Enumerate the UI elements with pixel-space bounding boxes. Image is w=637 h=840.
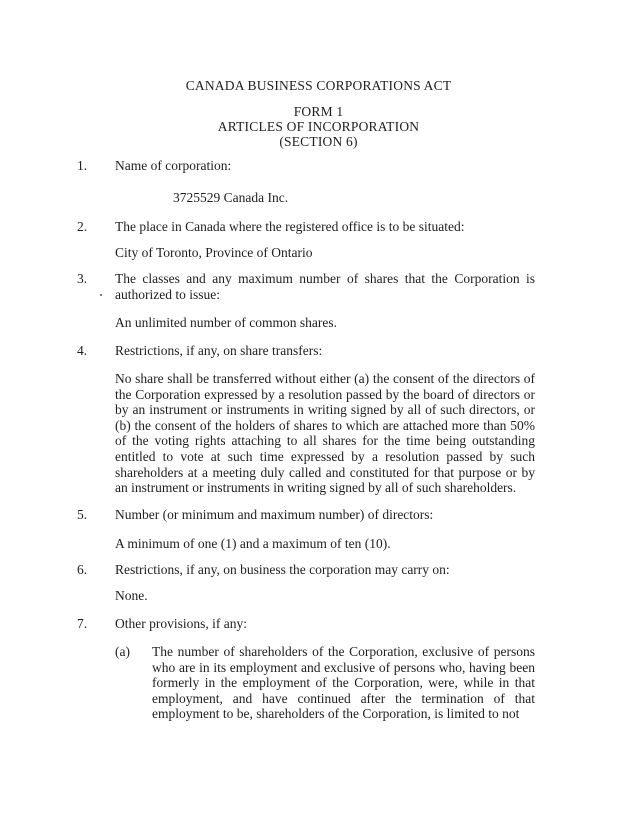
scan-speck: [100, 294, 102, 296]
item-1-value: 3725529 Canada Inc.: [173, 190, 289, 205]
item-6-label: Restrictions, if any, on business the corporation may carry on:: [115, 562, 450, 577]
item-6-value: None.: [115, 588, 148, 603]
item-2-label: The place in Canada where the registered office is to be situated:: [115, 219, 465, 234]
item-7-value: The number of shareholders of the Corporation, exclusive of persons who are in its employment and exclusive of persons who, having been formerly in the employment of the Corporation, were, while in that employment, and have continued after the termination of that employment to be, shareholders of the Corporation, is limited to not: [152, 644, 535, 722]
act-title: CANADA BUSINESS CORPORATIONS ACT: [185, 78, 452, 93]
item-7-label: Other provisions, if any:: [115, 616, 247, 631]
item-3-value: An unlimited number of common shares.: [115, 315, 337, 330]
item-2-value: City of Toronto, Province of Ontario: [115, 245, 313, 260]
item-7-sub-label: (a): [115, 644, 130, 659]
item-4-value: No share shall be transferred without either (a) the consent of the directors of the Corporation expressed by a resolution passed by the board of directors or by an instrument or instruments in writing signed by all of such directors, or (b) the consent of the holders of shares to which are attached more than 50% of the voting rights attaching to all shares for the time being outstanding entitled to vote at such time expressed by a resolution passed by such shareholders at a meeting duly called and constituted for that purpose or by an instrument or instruments in writing signed by all of such shareholders.: [115, 371, 535, 496]
item-4-label: Restrictions, if any, on share transfers:: [115, 343, 323, 358]
item-1-label: Name of corporation:: [115, 158, 232, 173]
item-3-number: 3.: [77, 271, 88, 286]
item-2-number: 2.: [77, 219, 88, 234]
item-3-label: The classes and any maximum number of shares that the Corporation is authorized to issue:: [115, 271, 535, 302]
section-title: (SECTION 6): [279, 134, 358, 149]
item-5-label: Number (or minimum and maximum number) of directors:: [115, 507, 434, 522]
item-5-number: 5.: [77, 507, 88, 522]
item-7-number: 7.: [77, 616, 88, 631]
item-5-value: A minimum of one (1) and a maximum of ten (10).: [115, 536, 391, 551]
item-1-number: 1.: [77, 158, 88, 173]
articles-title: ARTICLES OF INCORPORATION: [217, 119, 420, 134]
item-6-number: 6.: [77, 562, 88, 577]
item-4-number: 4.: [77, 343, 88, 358]
form-title: FORM 1: [293, 104, 344, 119]
